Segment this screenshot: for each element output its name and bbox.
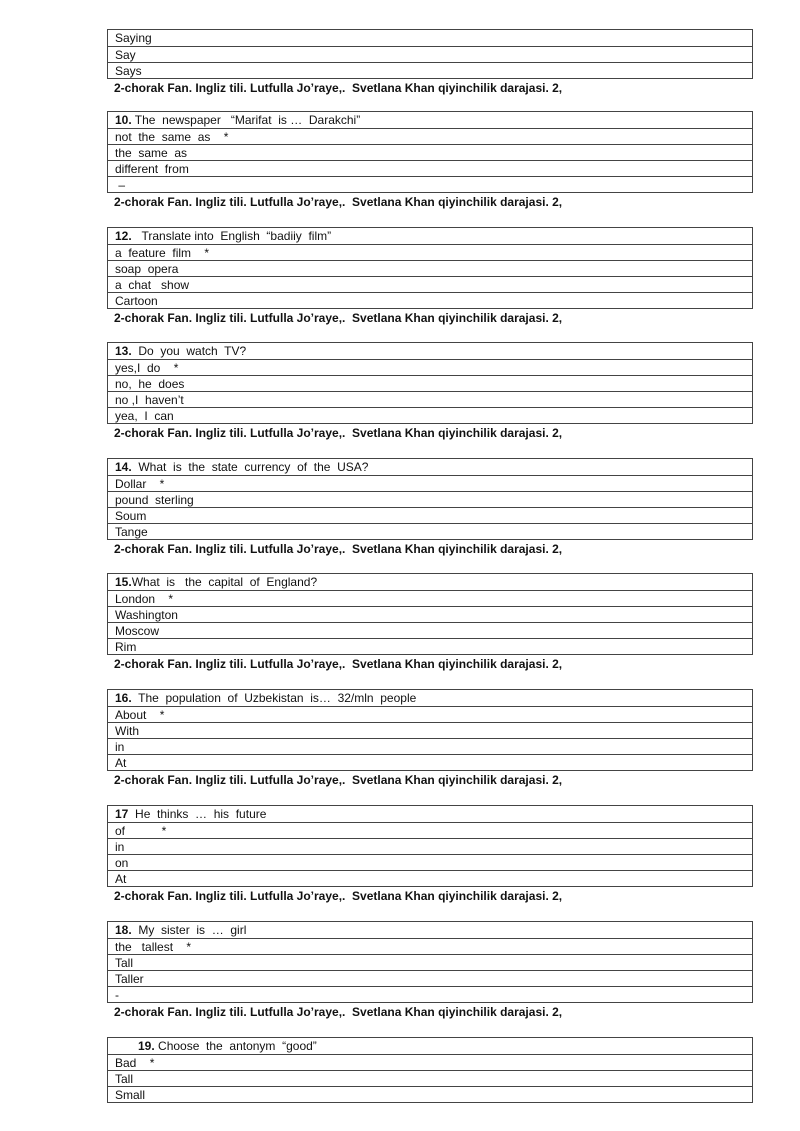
- option-row: a chat show: [108, 276, 752, 292]
- question-fragment-top: [107, 29, 751, 96]
- option-row: Soum: [108, 507, 752, 523]
- question-prompt: What is the state currency of the USA?: [131, 460, 369, 474]
- option-row: in: [108, 738, 752, 754]
- question-prompt: Choose the antonym “good”: [154, 1039, 317, 1053]
- option-row: Tall: [108, 954, 752, 970]
- question-block-14: [107, 458, 751, 557]
- question-text: [108, 806, 752, 822]
- question-prompt: The population of Uzbekistan is… 32/mln people: [131, 691, 417, 705]
- question-block-18: [107, 921, 751, 1020]
- question-number: 17: [115, 807, 129, 821]
- option-row: Small: [108, 1086, 752, 1102]
- question-text: [108, 228, 752, 244]
- option-row: pound sterling: [108, 491, 752, 507]
- question-text: [108, 459, 752, 475]
- option-row: -: [108, 986, 752, 1002]
- option-row: on: [108, 854, 752, 870]
- option-row: Rim: [108, 638, 752, 654]
- option-row: About *: [108, 706, 752, 722]
- question-block-10: [107, 111, 751, 210]
- question-footer: 2-chorak Fan. Ingliz tili. Lutfulla Jo’raye,. Svetlana Khan qiyinchilik darajasi. 2,: [114, 542, 563, 556]
- option-row: no ,I haven’t: [108, 391, 752, 407]
- option-row: At: [108, 754, 752, 770]
- question-prompt: What is the capital of England?: [131, 575, 318, 589]
- option-row: Dollar *: [108, 475, 752, 491]
- question-number: 16.: [115, 691, 132, 705]
- option-row: Cartoon: [108, 292, 752, 308]
- question-footer: 2-chorak Fan. Ingliz tili. Lutfulla Jo’raye,. Svetlana Khan qiyinchilik darajasi. 2,: [114, 889, 563, 903]
- option-row: Say: [108, 46, 752, 62]
- question-number: 15.: [115, 575, 132, 589]
- question-number: 12.: [115, 229, 132, 243]
- option-row: –: [108, 176, 752, 192]
- option-row: London *: [108, 590, 752, 606]
- question-block-15: [107, 573, 751, 672]
- option-row: Tange: [108, 523, 752, 539]
- option-row: the tallest *: [108, 938, 752, 954]
- question-number: 19.: [138, 1039, 155, 1053]
- question-table: [107, 458, 753, 540]
- question-footer: 2-chorak Fan. Ingliz tili. Lutfulla Jo’raye,. Svetlana Khan qiyinchilik darajasi. 2,: [114, 195, 563, 209]
- option-row: With: [108, 722, 752, 738]
- option-row: Tall: [108, 1070, 752, 1086]
- question-text: [108, 112, 752, 128]
- question-footer: 2-chorak Fan. Ingliz tili. Lutfulla Jo’raye,. Svetlana Khan qiyinchilik darajasi. 2,: [114, 81, 563, 95]
- option-row: Saying: [115, 31, 152, 45]
- question-block-19: [107, 1037, 751, 1103]
- option-row: of *: [108, 822, 752, 838]
- question-table: [107, 227, 753, 309]
- question-text: [108, 690, 752, 706]
- option-row: soap opera: [108, 260, 752, 276]
- option-row: different from: [108, 160, 752, 176]
- option-row: Bad *: [108, 1054, 752, 1070]
- question-block-16: [107, 689, 751, 788]
- question-table: [107, 689, 753, 771]
- option-row: in: [108, 838, 752, 854]
- option-row: the same as: [108, 144, 752, 160]
- question-prompt: Translate into English “badiiy film”: [131, 229, 332, 243]
- question-text: [108, 1038, 752, 1054]
- question-prompt: He thinks … his future: [128, 807, 267, 821]
- question-table: [107, 805, 753, 887]
- question-footer: 2-chorak Fan. Ingliz tili. Lutfulla Jo’raye,. Svetlana Khan qiyinchilik darajasi. 2,: [114, 311, 563, 325]
- question-footer: 2-chorak Fan. Ingliz tili. Lutfulla Jo’raye,. Svetlana Khan qiyinchilik darajasi. 2,: [114, 657, 563, 671]
- option-row: At: [108, 870, 752, 886]
- question-prompt: Do you watch TV?: [131, 344, 247, 358]
- question-footer: 2-chorak Fan. Ingliz tili. Lutfulla Jo’raye,. Svetlana Khan qiyinchilik darajasi. 2,: [114, 426, 563, 440]
- options-table: [107, 29, 753, 79]
- question-text: [108, 574, 752, 590]
- option-row: Says: [108, 62, 752, 78]
- question-table: [107, 1037, 753, 1103]
- question-table: [107, 111, 753, 193]
- question-block-12: [107, 227, 751, 326]
- option-row: Taller: [108, 970, 752, 986]
- question-number: 14.: [115, 460, 132, 474]
- question-prompt: My sister is … girl: [131, 923, 247, 937]
- question-footer: 2-chorak Fan. Ingliz tili. Lutfulla Jo’raye,. Svetlana Khan qiyinchilik darajasi. 2,: [114, 1005, 563, 1019]
- question-table: [107, 342, 753, 424]
- option-row: a feature film *: [108, 244, 752, 260]
- option-row: yea, I can: [108, 407, 752, 423]
- option-row: no, he does: [108, 375, 752, 391]
- question-footer: 2-chorak Fan. Ingliz tili. Lutfulla Jo’raye,. Svetlana Khan qiyinchilik darajasi. 2,: [114, 773, 563, 787]
- question-number: 13.: [115, 344, 132, 358]
- question-prompt: The newspaper “Marifat is … Darakchi”: [131, 113, 361, 127]
- question-text: [108, 343, 752, 359]
- question-block-17: [107, 805, 751, 904]
- question-number: 18.: [115, 923, 132, 937]
- question-number: 10.: [115, 113, 132, 127]
- question-text: [108, 922, 752, 938]
- option-row: yes,I do *: [108, 359, 752, 375]
- question-block-13: [107, 342, 751, 441]
- option-row: Moscow: [108, 622, 752, 638]
- option-row: not the same as *: [108, 128, 752, 144]
- question-table: [107, 573, 753, 655]
- option-row: Washington: [108, 606, 752, 622]
- question-table: [107, 921, 753, 1003]
